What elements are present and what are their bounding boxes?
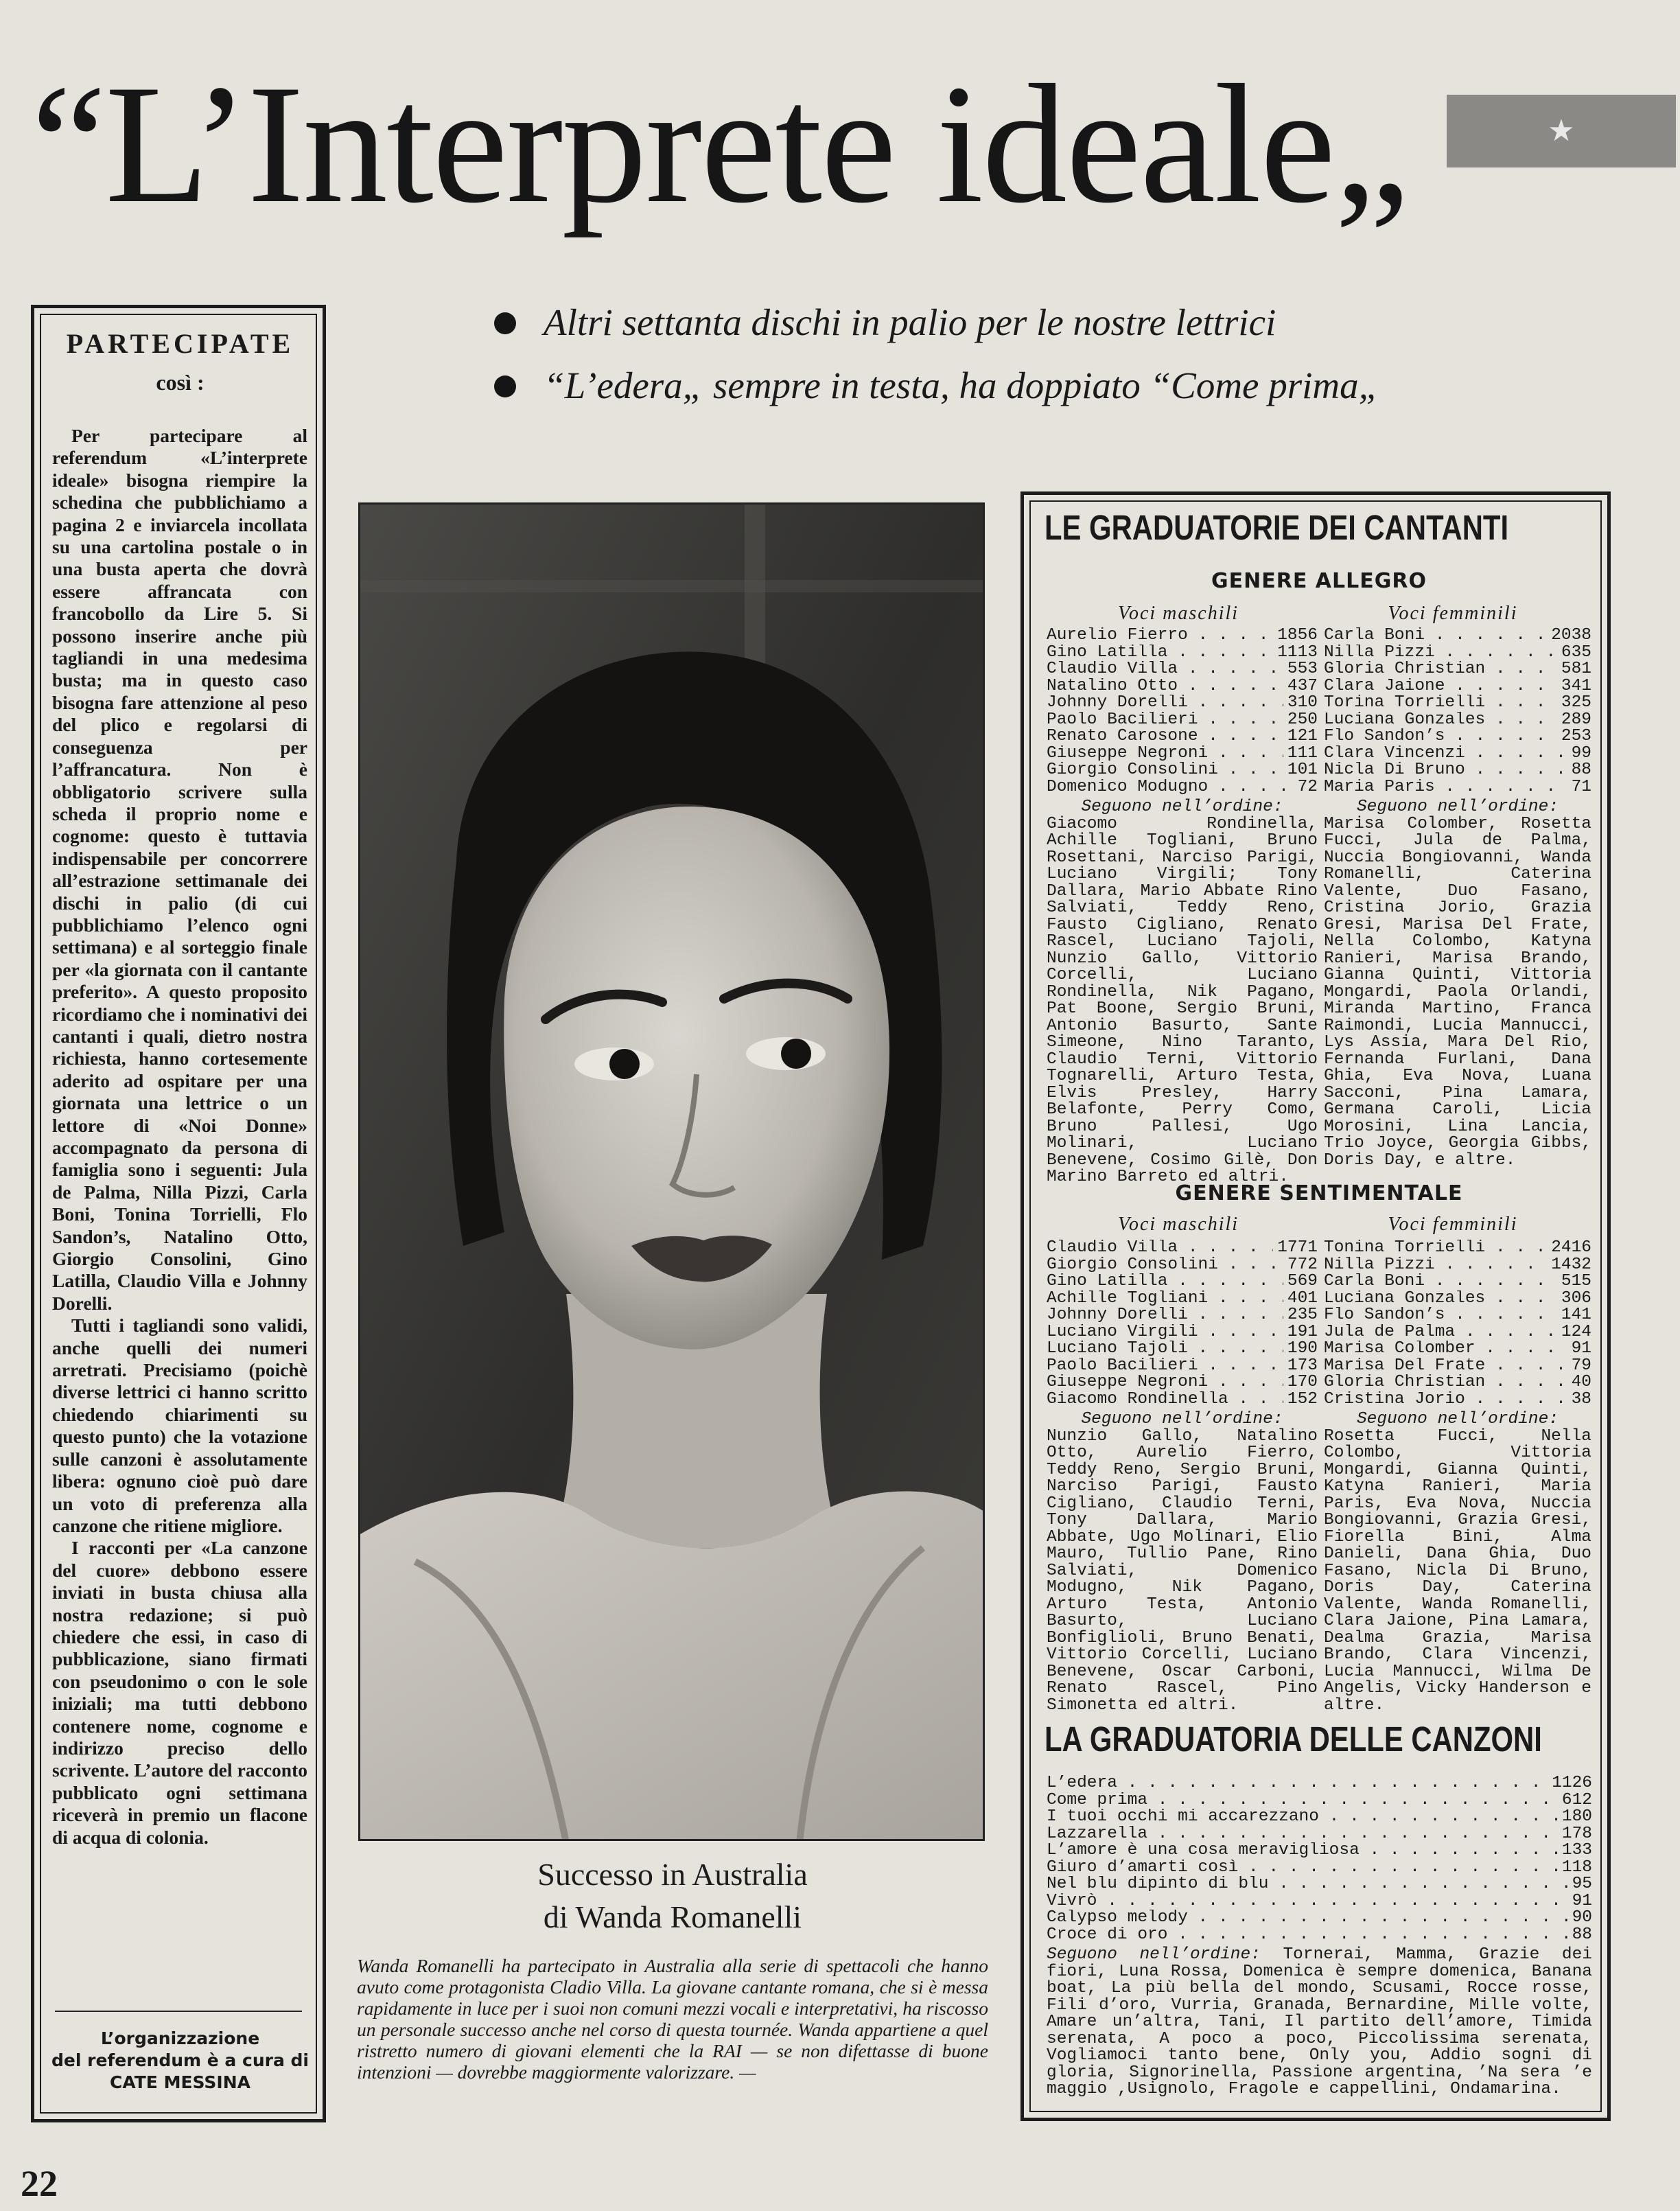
ranking-votes: 133 (1558, 1842, 1592, 1860)
ranking-votes: 325 (1557, 695, 1591, 712)
ranking-row (1047, 1860, 1592, 1877)
ranking-votes: 95 (1568, 1876, 1592, 1893)
genre-sentimentale-heading: GENERE SENTIMENTALE (1175, 1181, 1463, 1205)
bullet-icon (494, 312, 516, 334)
ranking-row (1324, 779, 1591, 796)
ranking-name: Clara Jaione . . . (1324, 678, 1557, 695)
ranking-name: Torina Torrielli . . . (1324, 695, 1557, 712)
ranking-name: Come prima . . . (1047, 1792, 1558, 1809)
ranking-votes: 101 (1283, 762, 1318, 779)
others-lead: Seguono nell’ordine: (1081, 798, 1283, 816)
songs-list (1047, 1775, 1592, 1943)
ranking-votes: 173 (1283, 1358, 1318, 1375)
page-headline: “L’Interprete ideale„ (31, 49, 1409, 238)
ranking-row (1047, 1842, 1592, 1860)
ranking-votes: 141 (1557, 1307, 1591, 1324)
ranking-row (1047, 1341, 1318, 1358)
ranking-votes: 437 (1283, 678, 1318, 695)
ranking-votes: 341 (1557, 678, 1591, 695)
ranking-name: Giuseppe Negroni . . . (1047, 745, 1283, 763)
ranking-votes: 90 (1568, 1910, 1592, 1927)
others-text: Marisa Colomber, Rosetta Fucci, Jula de Palma, Nuccia Bongiovanni, Wanda Romanelli, Caterina Valente, Duo Fasano, Cristina Jorio, Grazia Gresi, Marisa Del Frate, Nella Colombo, Katyna Ranieri, Marisa Brando, Gianna Quinti, Vittoria Mongardi, Paola Orlandi, Miranda Martino, Franca Raimondi, Lucia Mannucci, Lys Assia, Mara Del Rio, Fernanda Furlani, Dana Ghia, Eva Nova, Luana Sacconi, Pina Lamara, Germana Caroli, Licia Morosini, Lina Lancia, Trio Joyce, Georgia Gibbs, Doris Day, e altre. (1324, 814, 1591, 1170)
ranking-name: Gino Latilla . . . (1047, 645, 1273, 662)
others-text: Giacomo Rondinella, Achille Togliani, Bruno Rosettani, Narciso Parigi, Luciano Virgili; Tony Dallara, Mario Abbate Rino Salviati, Teddy Reno, Fausto Cigliano, Renato Rascel, Luciano Tajoli, Nunzio Gallo, Vittorio Corcelli, Luciano Rondinella, Nik Pagano, Pat Boone, Sergio Bruni, Antonio Basurto, Sante Simeone, Nino Taranto, Claudio Terni, Vittorio Tognarelli, Arturo Testa, Elvis Presley, Harry Belafonte, Perry Como, Bruno Pallesi, Ugo Molinari, Luciano Benevene, Cosimo Gilè, Don Marino Barreto ed altri. (1047, 814, 1318, 1186)
allegro-male-list (1047, 627, 1318, 796)
instructions-subtitle: così : (156, 370, 205, 395)
ranking-name: Natalino Otto . . . (1047, 678, 1283, 695)
ranking-votes: 635 (1557, 645, 1591, 662)
ranking-row (1047, 678, 1318, 695)
sentimentale-male-others (1047, 1411, 1318, 1714)
ranking-votes: 2416 (1547, 1240, 1591, 1257)
genre-allegro-heading: GENERE ALLEGRO (1211, 569, 1427, 593)
ranking-name: Nicla Di Bruno . . . (1324, 762, 1567, 779)
allegro-male-others (1047, 799, 1318, 1186)
others-text: Rosetta Fucci, Nella Colombo, Vittoria Mongardi, Gianna Quinti, Katyna Ranieri, Maria Paris, Eva Nova, Nuccia Bongiovanni, Grazia Gresi, Fiorella Bini, Alma Danieli, Dana Ghia, Duo Fasano, Nicla Di Bruno, Doris Day, Caterina Valente, Wanda Romanelli, Clara Jaione, Pina Lamara, Dealma Grazia, Marisa Brando, Clara Vincenzi, Lucia Mannucci, Wilma De Angelis, Vicky Handerson e altre. (1324, 1426, 1591, 1715)
ranking-row (1324, 1257, 1591, 1274)
ranking-row (1047, 1290, 1318, 1308)
ranking-row (1324, 1358, 1591, 1375)
ranking-row (1047, 1324, 1318, 1341)
star-banner (1447, 95, 1676, 167)
sentimentale-female-others (1324, 1411, 1591, 1714)
ranking-name: L’edera . . . (1047, 1775, 1548, 1792)
photo-caption-body: Wanda Romanelli ha partecipato in Australia alla serie di spettacoli che hanno avuto come protagonista Cladio Villa. La giovane cantante romana, che si è messa rapidamente in luce per i suoi non comuni mezzi vocali e interpretativi, ha riscosso un personale successo anche nel corso di questa tournée. Wanda appartiene a quel ristretto numero di giovani elementi che la RAI — se non difettasse di buone intenzioni — dovrebbe maggiormente valorizzare. — (357, 1955, 988, 2083)
instructions-body (52, 425, 307, 1921)
ranking-row (1324, 745, 1591, 763)
credit-line: L’organizzazione (100, 2028, 260, 2048)
ranking-votes: 2038 (1547, 627, 1591, 645)
ranking-votes: 111 (1283, 745, 1318, 763)
ranking-name: Clara Vincenzi . . . (1324, 745, 1567, 763)
ranking-row (1047, 627, 1318, 645)
ranking-row (1324, 1391, 1591, 1409)
singer-portrait-photo (358, 502, 985, 1841)
ranking-name: Maria Paris . . . (1324, 779, 1567, 796)
ranking-votes: 1856 (1273, 627, 1318, 645)
ranking-row (1047, 695, 1318, 712)
ranking-votes: 1113 (1273, 645, 1318, 662)
ranking-votes: 180 (1558, 1809, 1592, 1826)
male-voices-heading: Voci maschili (1117, 603, 1239, 624)
ranking-row (1047, 1893, 1592, 1910)
ranking-name: Giuro d’amarti così . . . (1047, 1860, 1558, 1877)
ranking-votes: 772 (1283, 1257, 1318, 1274)
ranking-row (1324, 1290, 1591, 1308)
ranking-row (1047, 1792, 1592, 1809)
instructions-paragraph: I racconti per «La canzone del cuore» debbono essere inviati in busta chiusa alla nostra redazione; si può chiedere che essi, in caso di pubblicazione, siano firmati con pseudonimo o con le sole iniziali; ma tutti debbono contenere nome, cognome e indirizzo preciso dello scrivente. L’autore del racconto pubblicato ogni settimana riceverà in premio un flacone di acqua di colonia. (52, 1537, 307, 1848)
ranking-votes: 71 (1567, 779, 1591, 796)
allegro-female-others (1324, 799, 1591, 1169)
ranking-row (1047, 1257, 1318, 1274)
ranking-name: Claudio Villa . . . (1047, 661, 1283, 678)
ranking-name: L’amore è una cosa meravigliosa . . . (1047, 1842, 1558, 1860)
ranking-name: Achille Togliani . . . (1047, 1290, 1283, 1308)
ranking-name: I tuoi occhi mi accarezzano . . . (1047, 1809, 1558, 1826)
star-icon: ★ (1548, 113, 1575, 148)
ranking-votes: 40 (1567, 1374, 1591, 1391)
ranking-name: Lazzarella . . . (1047, 1826, 1558, 1843)
ranking-votes: 569 (1283, 1273, 1318, 1290)
ranking-votes: 310 (1283, 695, 1318, 712)
songs-others (1047, 1947, 1592, 2098)
ranking-votes: 170 (1283, 1374, 1318, 1391)
ranking-row (1047, 1358, 1318, 1375)
ranking-row (1324, 678, 1591, 695)
ranking-row (1324, 1307, 1591, 1324)
ranking-votes: 515 (1557, 1273, 1591, 1290)
ranking-row (1047, 1775, 1592, 1792)
ranking-name: Paolo Bacilieri . . . (1047, 1358, 1283, 1375)
ranking-name: Giorgio Consolini . . . (1047, 1257, 1283, 1274)
ranking-votes: 612 (1558, 1792, 1592, 1809)
ranking-name: Croce di oro . . . (1047, 1927, 1568, 1944)
ranking-name: Flo Sandon’s . . . (1324, 728, 1557, 745)
ranking-row (1047, 728, 1318, 745)
ranking-row (1324, 1240, 1591, 1257)
ranking-votes: 250 (1283, 712, 1318, 729)
ranking-name: Johnny Dorelli . . . (1047, 1307, 1283, 1324)
instructions-title: PARTECIPATE (66, 328, 294, 359)
ranking-name: Giorgio Consolini . . . (1047, 762, 1283, 779)
rankings-box (1020, 491, 1611, 2121)
ranking-row (1324, 645, 1591, 662)
others-lead: Seguono nell’ordine: (1356, 798, 1559, 816)
others-text: Nunzio Gallo, Natalino Otto, Aurelio Fierro, Teddy Reno, Sergio Bruni, Narciso Parigi, Fausto Cigliano, Claudio Terni, Tony Dallara, Mario Abbate, Ugo Molinari, Elio Mauro, Tullio Pane, Rino Salviati, Domenico Modugno, Nik Pagano, Arturo Testa, Antonio Basurto, Luciano Bonfiglioli, Bruno Benati, Vittorio Corcelli, Luciano Benevene, Oscar Carboni, Renato Rascel, Pino Simonetta ed altri. (1047, 1426, 1318, 1715)
ranking-name: Domenico Modugno . . . (1047, 779, 1294, 796)
ranking-row (1047, 1910, 1592, 1927)
page-number: 22 (21, 2163, 58, 2204)
ranking-votes: 88 (1567, 762, 1591, 779)
female-voices-heading: Voci femminili (1388, 603, 1518, 624)
instructions-paragraph: Tutti i tagliandi sono validi, anche quelli dei numeri arretrati. Precisiamo (poichè diverse lettrici ci hanno scritto chiedendo chiarimenti su questo punto) che la votazione sulle canzoni è assolutamente libera: ognuno cioè può dare un voto di preferenza alla canzone che ritiene migliore. (52, 1315, 307, 1536)
ranking-name: Nilla Pizzi . . . (1324, 1257, 1547, 1274)
ranking-votes: 152 (1283, 1391, 1318, 1409)
credit-name: CATE MESSINA (109, 2072, 250, 2092)
ranking-votes: 124 (1557, 1324, 1591, 1341)
ranking-row (1047, 1927, 1592, 1944)
ranking-name: Tonina Torrielli . . . (1324, 1240, 1547, 1257)
ranking-name: Aurelio Fierro . . . (1047, 627, 1273, 645)
ranking-votes: 289 (1557, 712, 1591, 729)
ranking-name: Renato Carosone . . . (1047, 728, 1283, 745)
ranking-row (1324, 1324, 1591, 1341)
ranking-row (1324, 627, 1591, 645)
ranking-name: Carla Boni . . . (1324, 1273, 1557, 1290)
ranking-votes: 79 (1567, 1358, 1591, 1375)
ranking-votes: 91 (1568, 1893, 1592, 1910)
ranking-row (1047, 645, 1318, 662)
ranking-votes: 1126 (1548, 1775, 1592, 1792)
ranking-votes: 88 (1568, 1927, 1592, 1944)
ranking-votes: 178 (1558, 1826, 1592, 1843)
divider (55, 2011, 302, 2012)
ranking-name: Nilla Pizzi . . . (1324, 645, 1557, 662)
ranking-name: Gloria Christian . . . (1324, 1374, 1567, 1391)
ranking-name: Flo Sandon’s . . . (1324, 1307, 1557, 1324)
ranking-name: Luciano Tajoli . . . (1047, 1341, 1283, 1358)
ranking-row (1047, 1374, 1318, 1391)
subheading-text: “L’edera„ sempre in testa, ha doppiato “Come prima„ (544, 364, 1380, 406)
ranking-name: Paolo Bacilieri . . . (1047, 712, 1283, 729)
ranking-votes: 38 (1567, 1391, 1591, 1409)
ranking-row (1047, 745, 1318, 763)
ranking-row (1324, 1273, 1591, 1290)
others-lead: Seguono nell’ordine: (1356, 1410, 1559, 1428)
ranking-row (1047, 1273, 1318, 1290)
portrait-illustration (360, 505, 985, 1841)
ranking-votes: 1432 (1547, 1257, 1591, 1274)
ranking-name: Gino Latilla . . . (1047, 1273, 1283, 1290)
ranking-votes: 118 (1558, 1860, 1592, 1877)
ranking-name: Giuseppe Negroni . . . (1047, 1374, 1283, 1391)
ranking-name: Nel blu dipinto di blu . . . (1047, 1876, 1568, 1893)
ranking-name: Carla Boni . . . (1324, 627, 1547, 645)
organizer-credit (48, 2028, 312, 2094)
ranking-name: Jula de Palma . . . (1324, 1324, 1557, 1341)
songs-ranking-title: LA GRADUATORIA DELLE CANZONI (1045, 1720, 1542, 1759)
ranking-votes: 401 (1283, 1290, 1318, 1308)
singers-ranking-title: LE GRADUATORIE DEI CANTANTI (1045, 508, 1509, 547)
allegro-female-list (1324, 627, 1591, 796)
ranking-row (1047, 762, 1318, 779)
ranking-name: Calypso melody . . . (1047, 1910, 1568, 1927)
credit-line: del referendum è a cura di (51, 2050, 309, 2070)
instructions-box (31, 305, 326, 2122)
ranking-name: Vivrò . . . (1047, 1893, 1568, 1910)
ranking-name: Claudio Villa . . . (1047, 1240, 1273, 1257)
sentimentale-male-list (1047, 1240, 1318, 1408)
ranking-name: Gloria Christian . . . (1324, 661, 1557, 678)
subheading-bullet-2 (494, 358, 1455, 413)
ranking-name: Johnny Dorelli . . . (1047, 695, 1283, 712)
instructions-paragraph: Per partecipare al referendum «L’interprete ideale» bisogna riempire la schedina che pubblichiamo a pagina 2 e inviarcela incollata su una cartolina postale o in una busta aperta che dovrà essere affrancata con francobollo da Lire 5. Si possono inserire anche più tagliandi in una medesima busta; ma in questo caso bisogna fare attenzione al peso del plico e regolarsi di conseguenza per l’affrancatura. Non è obbligatorio scrivere sulla scheda il proprio nome e cognome: questo è tuttavia indispensabile per concorrere all’estrazione settimanale dei dischi in palio (di cui pubblichiamo l’elenco ogni settimana) e al sorteggio finale per «la giornata con il cantante preferito». A questo proposito ricordiamo che i nominativi dei cantanti i quali, dietro nostra richiesta, hanno cortesemente aderito ad ospitare per una giornata una lettrice o un lettore di «Noi Donne» accompagnato da persona di famiglia sono i seguenti: Jula de Palma, Nilla Pizzi, Carla Boni, Tonina Torrielli, Flo Sandon’s, Natalino Otto, Giorgio Consolini, Gino Latilla, Claudio Villa e Johnny Dorelli. (52, 425, 307, 1314)
others-lead: Seguono nell’ordine: (1081, 1410, 1283, 1428)
caption-title-line: Successo in Australia (537, 1857, 808, 1892)
ranking-row (1324, 762, 1591, 779)
ranking-row (1047, 1876, 1592, 1893)
subheading-bullet-1 (494, 295, 1455, 350)
subheading-text: Altri settanta dischi in palio per le nostre lettrici (544, 301, 1276, 343)
male-voices-heading: Voci maschili (1117, 1214, 1239, 1235)
bullet-icon (494, 375, 516, 397)
ranking-row (1324, 712, 1591, 729)
female-voices-heading: Voci femminili (1388, 1214, 1518, 1235)
ranking-votes: 121 (1283, 728, 1318, 745)
ranking-name: Luciano Virgili . . . (1047, 1324, 1283, 1341)
ranking-row (1324, 1341, 1591, 1358)
ranking-row (1047, 1307, 1318, 1324)
ranking-votes: 253 (1557, 728, 1591, 745)
ranking-row (1324, 661, 1591, 678)
ranking-votes: 553 (1283, 661, 1318, 678)
ranking-row (1047, 1826, 1592, 1843)
ranking-row (1047, 1809, 1592, 1826)
others-lead: Seguono nell’ordine: (1047, 1945, 1261, 1964)
photo-caption-title (384, 1853, 961, 1938)
ranking-row (1047, 661, 1318, 678)
ranking-row (1047, 1240, 1318, 1257)
ranking-name: Cristina Jorio . . . (1324, 1391, 1567, 1409)
ranking-name: Marisa Colomber . . . (1324, 1341, 1567, 1358)
ranking-votes: 91 (1567, 1341, 1591, 1358)
ranking-votes: 581 (1557, 661, 1591, 678)
ranking-name: Luciana Gonzales . . . (1324, 712, 1557, 729)
ranking-votes: 191 (1283, 1324, 1318, 1341)
ranking-name: Giacomo Rondinella . . . (1047, 1391, 1283, 1409)
ranking-votes: 306 (1557, 1290, 1591, 1308)
ranking-votes: 1771 (1273, 1240, 1318, 1257)
ranking-votes: 72 (1294, 779, 1318, 796)
ranking-row (1324, 1374, 1591, 1391)
ranking-row (1324, 728, 1591, 745)
ranking-row (1047, 1391, 1318, 1409)
ranking-row (1324, 695, 1591, 712)
caption-title-line: di Wanda Romanelli (543, 1899, 802, 1934)
ranking-votes: 190 (1283, 1341, 1318, 1358)
ranking-name: Luciana Gonzales . . . (1324, 1290, 1557, 1308)
ranking-votes: 235 (1283, 1307, 1318, 1324)
sentimentale-female-list (1324, 1240, 1591, 1408)
ranking-row (1047, 779, 1318, 796)
ranking-row (1047, 712, 1318, 729)
ranking-name: Marisa Del Frate . . . (1324, 1358, 1567, 1375)
ranking-votes: 99 (1567, 745, 1591, 763)
others-text: Tornerai, Mamma, Grazie dei fiori, Luna Rossa, Domenica è sempre domenica, Banana boat, La più bella del mondo, Scusami, Rocce rosse, Fili d’oro, Vurria, Granada, Bernardine, Mille volte, Amare un’altra, Tani, Il partito dell’amore, Timida serenata, A poco a poco, Piccolissima serenata, Vogliamoci tanto bene, Only you, Addio sogni di gloria, Signorinella, Passione argentina, ’Na sera ’e maggio ,Usignolo, Fragole e cappellini, Ondamarina. (1047, 1945, 1592, 2098)
